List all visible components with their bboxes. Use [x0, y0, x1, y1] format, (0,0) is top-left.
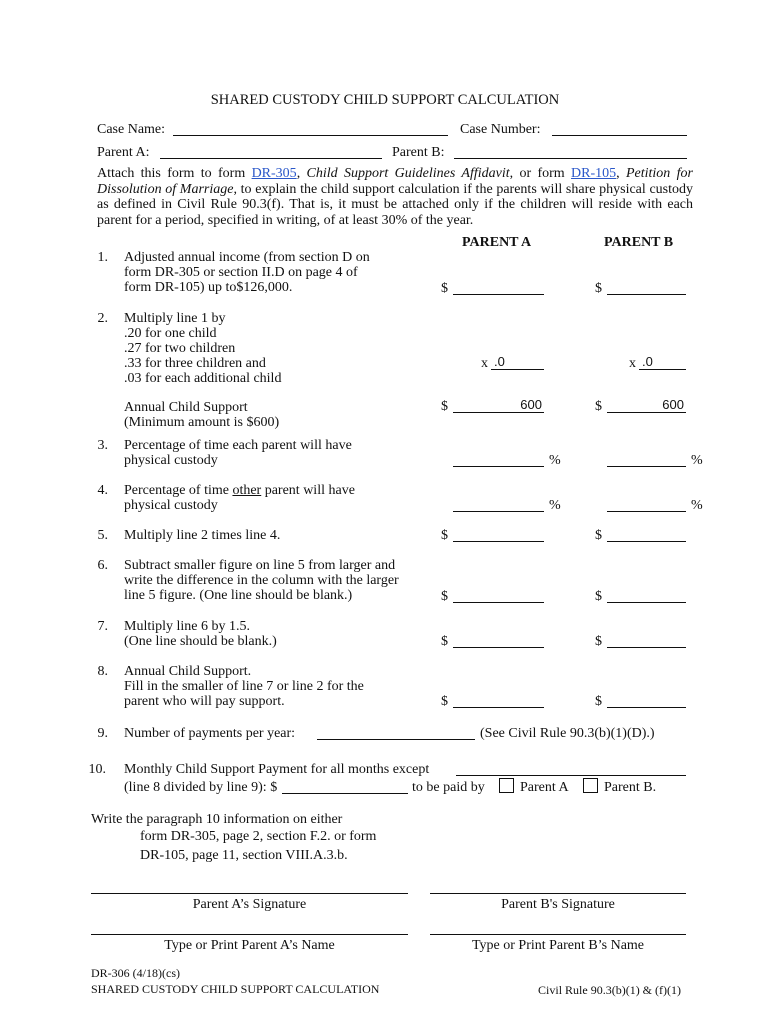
line-8-text: Annual Child Support.	[124, 664, 252, 679]
dollar-sign: $	[441, 589, 448, 604]
case-number-label: Case Number:	[460, 122, 541, 137]
parent-b-signature-label: Parent B's Signature	[501, 897, 615, 912]
line-2-text: .20 for one child	[124, 326, 217, 341]
percent-sign: %	[549, 498, 561, 513]
page-title: SHARED CUSTODY CHILD SUPPORT CALCULATION	[210, 92, 560, 108]
dollar-sign: $	[595, 634, 602, 649]
excepted-months-field[interactable]	[456, 775, 686, 776]
parent-b-name-line[interactable]	[430, 934, 686, 935]
instruction-text: Write the paragraph 10 information on either	[91, 812, 343, 827]
line-8-parent-a-field[interactable]	[453, 707, 544, 708]
instruction-text: DR-105, page 11, section VIII.A.3.b.	[140, 848, 348, 863]
footer-form-id: DR-306 (4/18)(cs)	[91, 966, 180, 980]
percent-sign: %	[549, 453, 561, 468]
line-2-text: Multiply line 1 by	[124, 311, 226, 326]
line-3-number: 3.	[97, 438, 108, 453]
case-name-label: Case Name:	[97, 122, 166, 137]
line-9-text: Number of payments per year:	[124, 726, 296, 741]
paid-by-label: to be paid by	[412, 780, 485, 795]
line-1-parent-b-field[interactable]	[607, 294, 686, 295]
line-8-parent-b-field[interactable]	[607, 707, 686, 708]
line-6-text: line 5 figure. (One line should be blank.)	[124, 588, 353, 603]
line-2-parent-b-multiplier[interactable]	[639, 369, 686, 370]
case-number-field[interactable]	[552, 135, 687, 136]
case-name-field[interactable]	[173, 135, 448, 136]
dollar-sign: $	[441, 694, 448, 709]
parent-a-name-label: Type or Print Parent A’s Name	[164, 938, 335, 953]
dollar-sign: $	[595, 399, 602, 414]
parent-a-name-line[interactable]	[91, 934, 408, 935]
dollar-sign: $	[441, 399, 448, 414]
dollar-sign: $	[441, 634, 448, 649]
line-7-parent-b-field[interactable]	[607, 647, 686, 648]
line-2-number: 2.	[97, 311, 108, 326]
line-9-rule-reference: (See Civil Rule 90.3(b)(1)(D).)	[480, 726, 655, 741]
line-7-text: Multiply line 6 by 1.5.	[124, 619, 250, 634]
parent-a-signature-label: Parent A’s Signature	[192, 897, 307, 912]
parent-b-name-label: Type or Print Parent B’s Name	[471, 938, 645, 953]
times-sign: x	[629, 356, 636, 371]
line-2-text: .03 for each additional child	[124, 371, 282, 386]
line-8-text: parent who will pay support.	[124, 694, 285, 709]
line-6-text: Subtract smaller figure on line 5 from larger and	[124, 558, 396, 573]
annual-support-parent-b-value: 600	[662, 397, 684, 412]
line-4-number: 4.	[97, 483, 108, 498]
line-9-number: 9.	[97, 726, 108, 741]
instruction-text: form DR-305, page 2, section F.2. or form	[140, 829, 377, 844]
dollar-sign: $	[595, 694, 602, 709]
parent-a-checkbox[interactable]	[499, 778, 514, 793]
line-3-text: Percentage of time each parent will have	[124, 438, 352, 453]
dr-105-link[interactable]: DR-105	[571, 166, 617, 181]
footer-form-title: SHARED CUSTODY CHILD SUPPORT CALCULATION	[91, 982, 380, 996]
line-4-parent-b-field[interactable]	[607, 511, 686, 512]
footer-civil-rule: Civil Rule 90.3(b)(1) & (f)(1)	[538, 983, 681, 997]
line-6-number: 6.	[97, 558, 108, 573]
percent-sign: %	[691, 453, 703, 468]
annual-support-text: Annual Child Support	[124, 400, 248, 415]
line-8-text: Fill in the smaller of line 7 or line 2 for the	[124, 679, 364, 694]
line-2-parent-a-multiplier-value: .0	[494, 354, 505, 369]
line-3-parent-b-field[interactable]	[607, 466, 686, 467]
times-sign: x	[481, 356, 488, 371]
line-1-number: 1.	[97, 250, 108, 265]
percent-sign: %	[691, 498, 703, 513]
annual-support-parent-b-field[interactable]	[607, 412, 686, 413]
parent-a-signature-line[interactable]	[91, 893, 408, 894]
line-1-text: form DR-105) up to$126,000.	[124, 280, 293, 295]
column-header-parent-b: PARENT B	[604, 235, 674, 250]
line-4-parent-a-field[interactable]	[453, 511, 544, 512]
line-7-parent-a-field[interactable]	[453, 647, 544, 648]
line-7-text: (One line should be blank.)	[124, 634, 277, 649]
line-8-number: 8.	[97, 664, 108, 679]
dr-305-link[interactable]: DR-305	[251, 166, 297, 181]
line-1-text: Adjusted annual income (from section D on	[124, 250, 370, 265]
column-header-parent-a: PARENT A	[462, 235, 532, 250]
intro-paragraph: Attach this form to form DR-305, Child Support Guidelines Affidavit, or form DR-105, Petition for Dissolution of Marriage, to explain the child support calculation if the parents will share physical custody as defined in Civil Rule 90.3(f). That is, it must be attached only if the children will reside with each parent for a period, specified in writing, of at least 30% of the year.	[97, 166, 694, 228]
line-4-text: physical custody	[124, 498, 218, 513]
annual-support-parent-a-field[interactable]	[453, 412, 544, 413]
dollar-sign: $	[595, 528, 602, 543]
line-5-parent-b-field[interactable]	[607, 541, 686, 542]
parent-b-name-field[interactable]	[454, 158, 687, 159]
dollar-sign: $	[441, 281, 448, 296]
line-6-parent-b-field[interactable]	[607, 602, 686, 603]
parent-a-name-field[interactable]	[160, 158, 382, 159]
line-3-parent-a-field[interactable]	[453, 466, 544, 467]
dollar-sign: $	[595, 589, 602, 604]
line-2-text: .33 for three children and	[124, 356, 266, 371]
line-7-number: 7.	[97, 619, 108, 634]
line-5-parent-a-field[interactable]	[453, 541, 544, 542]
line-1-parent-a-field[interactable]	[453, 294, 544, 295]
annual-support-text: (Minimum amount is $600)	[124, 415, 280, 430]
line-5-text: Multiply line 2 times line 4.	[124, 528, 281, 543]
line-1-text: form DR-305 or section II.D on page 4 of	[124, 265, 358, 280]
annual-support-parent-a-value: 600	[520, 397, 542, 412]
line-2-text: .27 for two children	[124, 341, 236, 356]
line-2-parent-b-multiplier-value: .0	[642, 354, 653, 369]
parent-b-checkbox[interactable]	[583, 778, 598, 793]
parent-b-label: Parent B:	[392, 145, 445, 160]
payments-per-year-field[interactable]	[317, 739, 475, 740]
line-10-text: (line 8 divided by line 9): $	[124, 780, 278, 795]
line-4-text: Percentage of time other parent will have	[124, 483, 355, 498]
parent-b-option-label: Parent B.	[604, 780, 657, 795]
monthly-payment-field[interactable]	[282, 793, 408, 794]
parent-a-label: Parent A:	[97, 145, 150, 160]
parent-b-signature-line[interactable]	[430, 893, 686, 894]
line-2-parent-a-multiplier[interactable]	[491, 369, 544, 370]
line-6-text: write the difference in the column with the larger	[124, 573, 399, 588]
line-3-text: physical custody	[124, 453, 218, 468]
line-10-number: 10.	[88, 762, 106, 777]
line-10-text: Monthly Child Support Payment for all months except	[124, 762, 430, 777]
line-6-parent-a-field[interactable]	[453, 602, 544, 603]
line-5-number: 5.	[97, 528, 108, 543]
dollar-sign: $	[441, 528, 448, 543]
parent-a-option-label: Parent A	[520, 780, 569, 795]
dollar-sign: $	[595, 281, 602, 296]
